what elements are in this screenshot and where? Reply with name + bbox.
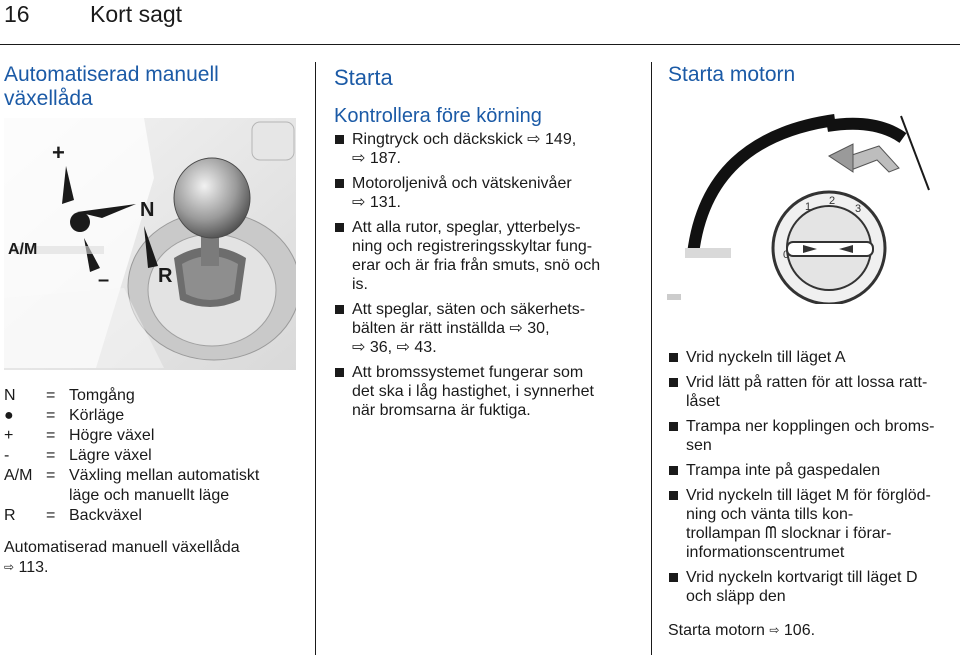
gear-label-plus: + (52, 140, 65, 165)
legend-row: N = Tomgång (4, 387, 135, 404)
gear-label-minus: – (98, 269, 110, 291)
gear-lever-drawing (4, 118, 296, 370)
gear-label-n: N (140, 199, 155, 221)
ignition-illustration (667, 98, 959, 304)
subsection-title-check: Kontrollera före körning (334, 105, 542, 127)
legend-row: R = Backväxel (4, 507, 142, 524)
list-item: Vrid nyckeln till läget M för förglöd- ning och vänta tills kon- trollampan ᗰ slocknar i förar- informationscentrumet (668, 486, 958, 562)
gear-lever-illustration (4, 118, 296, 370)
legend-row: - = Lägre växel (4, 447, 152, 464)
page-header (0, 0, 960, 46)
list-item: Att bromssystemet fungerar som det ska i låg hastighet, i synnerhet när bromsarna är fuktiga. (334, 363, 632, 420)
ignition-pos-2: 2 (829, 195, 836, 207)
legend-row: ● = Körläge (4, 407, 125, 424)
section-title-start: Starta (334, 65, 393, 90)
section-title-start-engine: Starta motorn (668, 63, 796, 86)
list-item: Motoroljenivå och vätskenivåer ⇨ 131. (334, 174, 632, 212)
list-item: Att speglar, säten och säkerhets- bälten är rätt inställda ⇨ 30, ⇨ 36, ⇨ 43. (334, 300, 632, 357)
start-steps-list (668, 348, 958, 612)
gearbox-reference: Automatiserad manuell växellåda ⇨ 113. (4, 539, 240, 576)
list-item: Ringtryck och däckskick ⇨ 149, ⇨ 187. (334, 130, 632, 168)
gear-legend (4, 386, 300, 526)
list-item: Vrid nyckeln kortvarigt till läget D och släpp den (668, 568, 958, 606)
list-item: Trampa inte på gaspedalen (668, 461, 958, 480)
list-item: Trampa ner kopplingen och broms- sen (668, 417, 958, 455)
ignition-pos-1: 1 (805, 201, 812, 213)
header-divider (0, 44, 960, 45)
ignition-drawing (667, 98, 959, 304)
page-ref-number[interactable]: 113. (18, 559, 49, 576)
chapter-title: Kort sagt (90, 1, 183, 27)
ignition-pos-0: 0 (783, 249, 790, 261)
list-item: Att alla rutor, speglar, ytterbelys- ning och registreringsskyltar fung- erar och är fria från smuts, snö och is. (334, 218, 632, 294)
legend-row: + = Högre växel (4, 427, 155, 444)
page-ref-arrow-icon[interactable]: ⇨ (4, 560, 15, 574)
list-item: Vrid lätt på ratten för att lossa ratt- låset (668, 373, 958, 411)
page-ref-number[interactable]: 106. (783, 622, 816, 639)
list-item: Vrid nyckeln till läget A (668, 348, 958, 367)
ignition-pos-3: 3 (855, 203, 862, 215)
column-divider (651, 62, 652, 655)
page-number: 16 (4, 1, 30, 27)
start-engine-reference: Starta motorn ⇨ 106. (668, 622, 816, 639)
legend-row: läge och manuellt läge (69, 487, 230, 504)
legend-row: A/M = Växling mellan automatiskt (4, 467, 260, 484)
page-ref-arrow-icon[interactable]: ⇨ (769, 623, 780, 637)
gear-label-am: A/M (8, 241, 38, 258)
column-divider (315, 62, 316, 655)
section-title-gearbox: Automatiserad manuell växellåda (4, 63, 219, 110)
check-list (334, 130, 632, 426)
gear-label-r: R (158, 265, 173, 287)
